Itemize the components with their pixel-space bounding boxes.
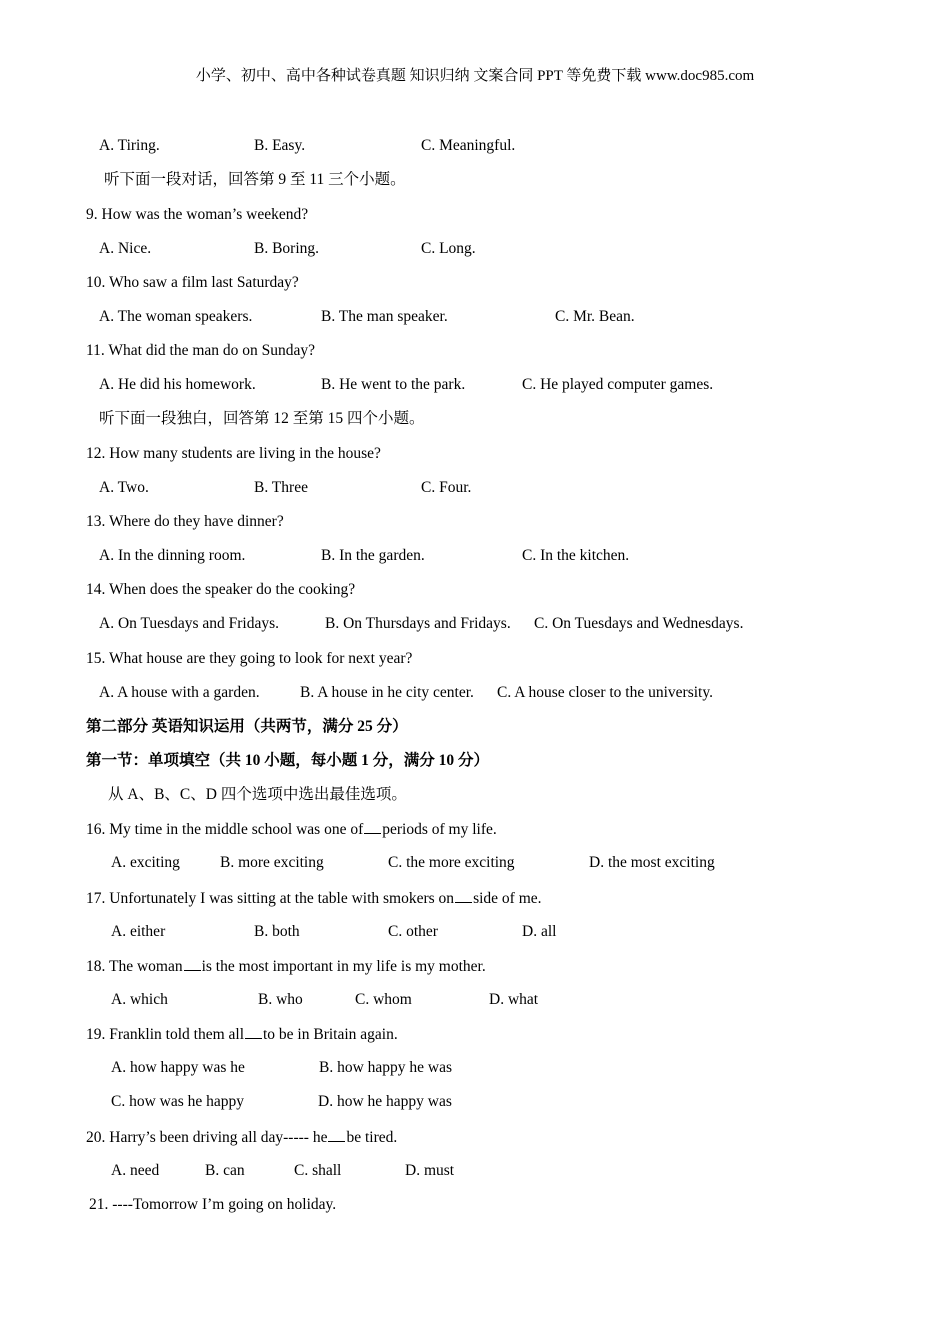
q16-blank	[364, 819, 381, 834]
q17-stem	[86, 888, 542, 908]
q11-option-b: B. He went to the park.	[321, 376, 466, 393]
q9-option-b: B. Boring.	[254, 240, 320, 257]
q16-stem	[86, 819, 497, 839]
q18-option-b: B. who	[258, 991, 303, 1008]
q17-option-b: B. both	[254, 923, 300, 940]
q19-option-d: D. how he happy was	[318, 1093, 452, 1110]
q20-option-c: C. shall	[294, 1162, 342, 1179]
q17-option-c: C. other	[388, 923, 438, 940]
monologue-instruction: 听下面一段独白，回答第 12 至第 15 四个小题。	[99, 410, 425, 427]
dialog-instruction: 听下面一段对话，回答第 9 至 11 三个小题。	[104, 171, 406, 188]
q14-option-b: B. On Thursdays and Fridays.	[325, 615, 511, 632]
q13-option-b: B. In the garden.	[321, 547, 425, 564]
q13-option-a: A. In the dinning room.	[99, 547, 246, 564]
q20-option-a: A. need	[111, 1162, 160, 1179]
q9-option-a: A. Nice.	[99, 240, 152, 257]
q20-option-b: B. can	[205, 1162, 245, 1179]
q10-option-a: A. The woman speakers.	[99, 308, 253, 325]
q14-stem: 14. When does the speaker do the cooking?	[86, 581, 356, 598]
q15-stem: 15. What house are they going to look for next year?	[86, 650, 413, 667]
q18-stem-after: is the most important in my life is my mother.	[201, 958, 486, 975]
q10-option-c: C. Mr. Bean.	[555, 308, 635, 325]
q17-stem-before: 17. Unfortunately I was sitting at the table with smokers on	[86, 890, 455, 907]
q16-stem-before: 16. My time in the middle school was one of	[86, 821, 364, 838]
q8-option-c: C. Meaningful.	[421, 137, 516, 154]
q12-option-a: A. Two.	[99, 479, 149, 496]
q17-stem-after: side of me.	[473, 890, 542, 907]
q12-stem: 12. How many students are living in the house?	[86, 445, 381, 462]
q20-stem	[86, 1127, 397, 1147]
q16-option-b: B. more exciting	[220, 854, 324, 871]
q21-stem: 21. ----Tomorrow I’m going on holiday.	[89, 1196, 337, 1213]
q14-option-a: A. On Tuesdays and Fridays.	[99, 615, 279, 632]
q19-option-a: A. how happy was he	[111, 1059, 245, 1076]
q20-stem-before: 20. Harry’s been driving all day----- he	[86, 1129, 328, 1146]
q13-stem: 13. Where do they have dinner?	[86, 513, 284, 530]
q11-option-a: A. He did his homework.	[99, 376, 256, 393]
q16-option-d: D. the most exciting	[589, 854, 715, 871]
q18-blank	[184, 956, 201, 971]
q16-option-a: A. exciting	[111, 854, 180, 871]
q19-stem	[86, 1024, 398, 1044]
q10-option-b: B. The man speaker.	[321, 308, 448, 325]
q19-stem-before: 19. Franklin told them all	[86, 1026, 244, 1043]
q18-option-d: D. what	[489, 991, 539, 1008]
q20-blank	[328, 1127, 345, 1142]
page-header: 小学、初中、高中各种试卷真题 知识归纳 文案合同 PPT 等免费下载 www.doc985.com	[195, 68, 755, 84]
q19-stem-after: to be in Britain again.	[263, 1026, 398, 1043]
q18-option-c: C. whom	[355, 991, 412, 1008]
q15-option-c: C. A house closer to the university.	[497, 684, 713, 701]
q12-option-c: C. Four.	[421, 479, 472, 496]
q18-stem-before: 18. The woman	[86, 958, 183, 975]
q20-stem-after: be tired.	[346, 1129, 398, 1146]
q14-option-c: C. On Tuesdays and Wednesdays.	[534, 615, 744, 632]
q15-option-a: A. A house with a garden.	[99, 684, 260, 701]
q13-option-c: C. In the kitchen.	[522, 547, 630, 564]
q19-option-c: C. how was he happy	[111, 1093, 245, 1110]
q9-option-c: C. Long.	[421, 240, 476, 257]
q20-option-d: D. must	[405, 1162, 455, 1179]
section1-instruction: 从 A、B、C、D 四个选项中选出最佳选项。	[108, 786, 407, 803]
q11-stem: 11. What did the man do on Sunday?	[86, 342, 316, 359]
q8-option-a: A. Tiring.	[99, 137, 160, 154]
q16-stem-after: periods of my life.	[382, 821, 497, 838]
q12-option-b: B. Three	[254, 479, 308, 496]
part2-heading: 第二部分 英语知识运用（共两节，满分 25 分）	[86, 718, 408, 735]
q15-option-b: B. A house in he city center.	[300, 684, 474, 701]
q17-option-d: D. all	[522, 923, 557, 940]
q19-option-b: B. how happy he was	[319, 1059, 453, 1076]
q10-stem: 10. Who saw a film last Saturday?	[86, 274, 299, 291]
q16-option-c: C. the more exciting	[388, 854, 515, 871]
q9-stem: 9. How was the woman’s weekend?	[86, 206, 309, 223]
q8-option-b: B. Easy.	[254, 137, 306, 154]
q18-option-a: A. which	[111, 991, 168, 1008]
q18-stem	[86, 956, 486, 976]
q11-option-c: C. He played computer games.	[522, 376, 714, 393]
section1-heading: 第一节：单项填空（共 10 小题，每小题 1 分，满分 10 分）	[86, 752, 490, 769]
q17-blank	[455, 888, 472, 903]
q17-option-a: A. either	[111, 923, 166, 940]
q19-blank	[245, 1024, 262, 1039]
